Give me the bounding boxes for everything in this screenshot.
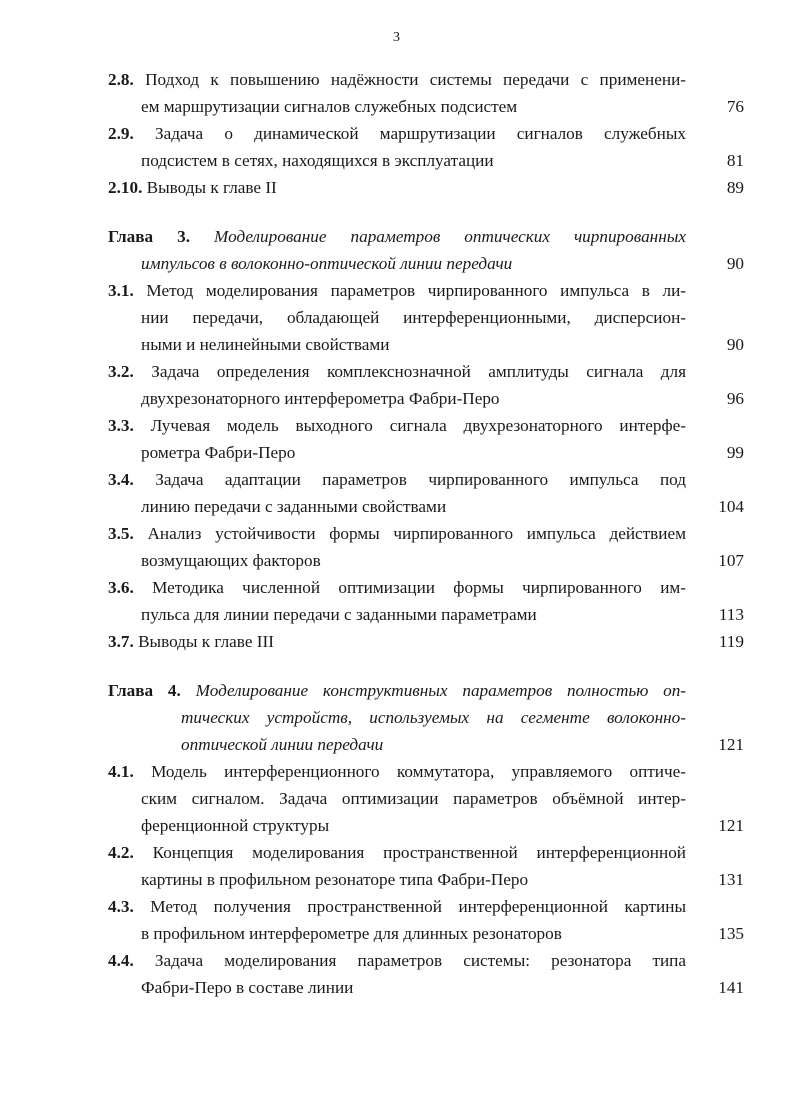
- toc-line: [108, 412, 686, 439]
- section-number: 3.7.: [108, 632, 134, 651]
- section-title: Задача моделирования параметров системы: резонатора типа: [154, 951, 686, 970]
- page-ref: 96: [726, 389, 744, 408]
- section-title: Лучевая модель выходного сигнала двухрезонаторного интерфе-: [150, 416, 686, 435]
- chapter-title-cont: импульсов в волоконно-оптической линии передачи: [141, 254, 513, 273]
- page-ref: 90: [726, 335, 744, 354]
- toc-entry-3-7: [108, 628, 748, 655]
- section-number: 4.3.: [108, 897, 134, 916]
- toc-entry-3-2: [108, 358, 748, 412]
- toc-entry-3-3: [108, 412, 748, 466]
- section-number: 4.2.: [108, 843, 134, 862]
- section-number: 3.3.: [108, 416, 134, 435]
- page-ref: 135: [718, 924, 744, 943]
- chapter-title-cont: тических устройств, используемых на сегменте волоконно-: [181, 708, 686, 727]
- page-ref: 113: [718, 605, 744, 624]
- page-ref: 90: [726, 254, 744, 273]
- section-title-cont: подсистем в сетях, находящихся в эксплуатации: [141, 151, 494, 170]
- toc-entry-3-4: [108, 466, 748, 520]
- toc-entry-4-4: [108, 947, 748, 1001]
- toc-line: [108, 466, 686, 493]
- toc-line: [108, 947, 686, 974]
- section-title-cont: ем маршрутизации сигналов служебных подсистем: [141, 97, 518, 116]
- section-title: Метод моделирования параметров чирпированного импульса в ли-: [146, 281, 686, 300]
- section-title-cont: рометра Фабри-Перо: [141, 443, 296, 462]
- section-number: 2.9.: [108, 124, 134, 143]
- page-ref: 107: [718, 551, 744, 570]
- page-ref: 141: [718, 978, 744, 997]
- table-of-contents: [108, 66, 748, 1001]
- toc-line: [108, 120, 686, 147]
- section-number: 4.4.: [108, 951, 134, 970]
- toc-entry-2-10: [108, 174, 748, 201]
- section-title-cont: картины в профильном резонаторе типа Фабри-Перо: [141, 870, 529, 889]
- section-number: 3.5.: [108, 524, 134, 543]
- toc-line: [108, 358, 686, 385]
- page-ref: 76: [726, 97, 744, 116]
- toc-entry-3-6: [108, 574, 748, 628]
- toc-line: [108, 893, 686, 920]
- toc-chapter-3: [108, 223, 748, 277]
- page-number: 3: [393, 30, 400, 45]
- section-title: Задача определения комплекснозначной амплитуды сигнала для: [151, 362, 686, 381]
- section-number: 3.1.: [108, 281, 134, 300]
- page-ref: 89: [726, 178, 744, 197]
- chapter-title-cont: оптической линии передачи: [181, 735, 384, 754]
- section-title: Задача адаптации параметров чирпированного импульса под: [155, 470, 686, 489]
- section-title-cont: Фабри-Перо в составе линии: [141, 978, 354, 997]
- section-title: Анализ устойчивости формы чирпированного импульса действием: [147, 524, 686, 543]
- chapter-title: Моделирование конструктивных параметров полностью оп-: [195, 681, 686, 700]
- toc-entry-4-1: [108, 758, 748, 839]
- toc-entry-3-1: [108, 277, 748, 358]
- toc-entry-4-3: [108, 893, 748, 947]
- toc-line: [108, 628, 686, 655]
- toc-line: [108, 223, 686, 250]
- toc-line: [108, 174, 686, 201]
- section-title-cont: возмущающих факторов: [141, 551, 321, 570]
- section-title: Задача о динамической маршрутизации сигналов служебных: [154, 124, 686, 143]
- toc-line: [108, 66, 686, 93]
- section-number: 3.4.: [108, 470, 134, 489]
- section-title: Метод получения пространственной интерференционной картины: [150, 897, 686, 916]
- section-title-cont: нии передачи, обладающей интерференционными, дисперсион-: [141, 308, 686, 327]
- section-title: Концепция моделирования пространственной интерференционной: [152, 843, 686, 862]
- chapter-title: Моделирование параметров оптических чирпированных: [214, 227, 686, 246]
- page-ref: 119: [718, 632, 744, 651]
- section-title-cont: ференционной структуры: [141, 816, 330, 835]
- toc-entry-3-5: [108, 520, 748, 574]
- page-ref: 121: [718, 735, 744, 754]
- toc-entry-2-8: [108, 66, 748, 120]
- section-title: Модель интерференционного коммутатора, управляемого оптиче-: [151, 762, 686, 781]
- section-number: 4.1.: [108, 762, 134, 781]
- toc-line: [108, 574, 686, 601]
- page-ref: 104: [718, 497, 744, 516]
- toc-line: [108, 839, 686, 866]
- section-title-cont: двухрезонаторного интерферометра Фабри-Перо: [141, 389, 500, 408]
- section-number: 3.6.: [108, 578, 134, 597]
- toc-line: [108, 677, 686, 704]
- section-title-cont: пульса для линии передачи с заданными параметрами: [141, 605, 537, 624]
- chapter-label: Глава 4.: [108, 681, 181, 700]
- toc-entry-4-2: [108, 839, 748, 893]
- page-ref: 81: [726, 151, 744, 170]
- section-title: Выводы к главе III: [138, 632, 274, 651]
- page-ref: 99: [726, 443, 744, 462]
- section-title-cont: ским сигналом. Задача оптимизации параметров объёмной интер-: [141, 789, 686, 808]
- section-title: Подход к повышению надёжности системы передачи с применени-: [145, 70, 686, 89]
- section-number: 3.2.: [108, 362, 134, 381]
- page-ref: 131: [718, 870, 744, 889]
- toc-entry-2-9: [108, 120, 748, 174]
- section-number: 2.10.: [108, 178, 143, 197]
- toc-line: [108, 277, 686, 304]
- section-number: 2.8.: [108, 70, 134, 89]
- chapter-label: Глава 3.: [108, 227, 190, 246]
- section-title: Методика численной оптимизации формы чирпированного им-: [152, 578, 686, 597]
- toc-chapter-4: [108, 677, 748, 758]
- section-title: Выводы к главе II: [146, 178, 277, 197]
- section-title-cont: ными и нелинейными свойствами: [141, 335, 390, 354]
- toc-line: [108, 758, 686, 785]
- section-title-cont: линию передачи с заданными свойствами: [141, 497, 447, 516]
- section-title-cont: в профильном интерферометре для длинных резонаторов: [141, 924, 562, 943]
- page-ref: 121: [718, 816, 744, 835]
- toc-line: [108, 520, 686, 547]
